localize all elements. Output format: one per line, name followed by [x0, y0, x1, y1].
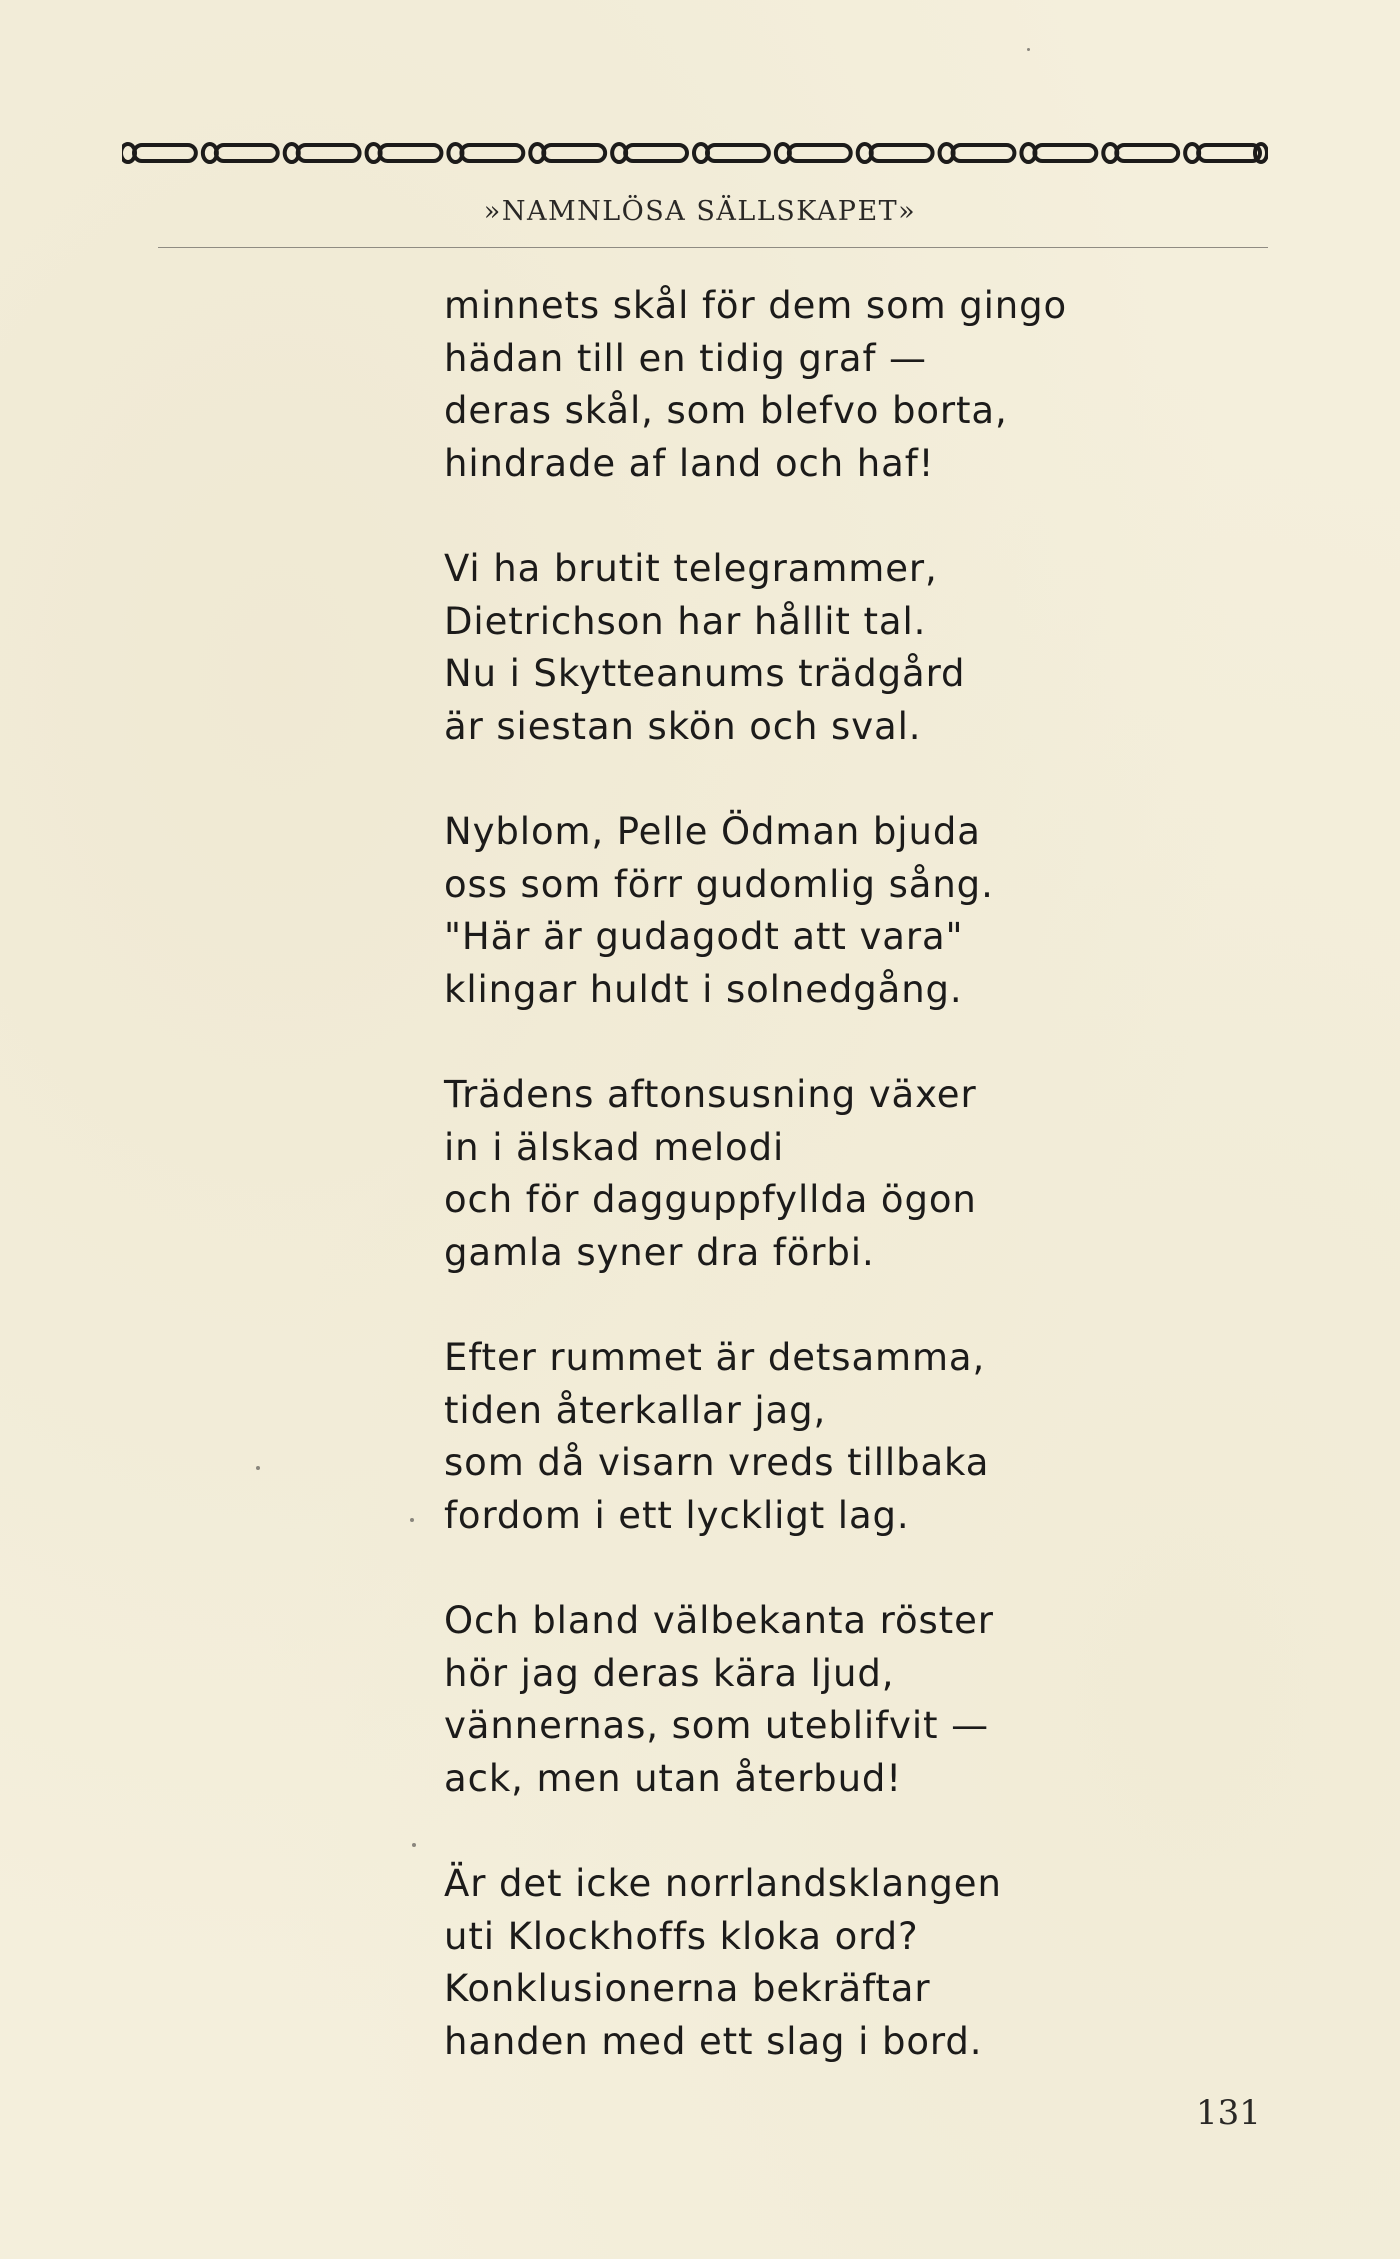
poem-line: hör jag deras kära ljud,: [444, 1651, 895, 1695]
poem-line: Nu i Skytteanums trädgård: [444, 652, 966, 695]
ornamental-border: [122, 137, 1268, 169]
poem-line: Trädens aftonsusning växer: [444, 1073, 977, 1116]
poem-line: Är det icke norrlandsklangen: [444, 1862, 1002, 1905]
chain-link: [625, 145, 687, 161]
chain-link: [216, 145, 278, 161]
poem-line: Vi ha brutit telegrammer,: [444, 547, 938, 590]
paper-speck: [412, 1843, 416, 1847]
page-number: 131: [1196, 2093, 1261, 2133]
poem: [444, 280, 1244, 2121]
stanza: [444, 280, 1244, 490]
poem-line: minnets skål för dem som gingo: [444, 284, 1068, 327]
poem-line: handen med ett slag i bord.: [444, 2019, 983, 2063]
poem-line: uti Klockhoffs kloka ord?: [444, 1914, 919, 1958]
chain-link: [134, 145, 196, 161]
stanza: [444, 1069, 1244, 1279]
poem-line: in i älskad melodi: [444, 1125, 785, 1169]
stanza: [444, 543, 1244, 753]
chain-ring: [122, 144, 135, 162]
stanza: [444, 1595, 1244, 1805]
running-head: »NAMNLÖSA SÄLLSKAPET»: [483, 196, 917, 227]
chain-link: [1116, 145, 1178, 161]
poem-line: Efter rummet är detsamma,: [444, 1336, 986, 1379]
poem-line: klingar huldt i solnedgång.: [444, 967, 963, 1011]
poem-line: Konklusionerna bekräftar: [444, 1967, 931, 2010]
poem-line: hindrade af land och haf!: [444, 441, 935, 485]
poem-line: deras skål, som blefvo borta,: [444, 389, 1008, 432]
poem-line: Dietrichson har hållit tal.: [444, 599, 927, 643]
chain-link: [707, 145, 769, 161]
chain-link: [1198, 145, 1260, 161]
poem-line: som då visarn vreds tillbaka: [444, 1441, 990, 1484]
chain-link: [380, 145, 442, 161]
poem-line: oss som förr gudomlig sång.: [444, 862, 994, 906]
poem-line: ack, men utan återbud!: [444, 1756, 903, 1800]
chain-link: [1034, 145, 1096, 161]
paper-speck: [256, 1466, 260, 1470]
chain-link: [298, 145, 360, 161]
chain-link: [543, 145, 605, 161]
poem-line: fordom i ett lyckligt lag.: [444, 1493, 910, 1537]
chain-link: [871, 145, 933, 161]
poem-line: vännernas, som uteblifvit —: [444, 1704, 989, 1747]
poem-line: Nyblom, Pelle Ödman bjuda: [444, 810, 981, 853]
poem-line: Och bland välbekanta röster: [444, 1599, 994, 1642]
header-rule: [158, 247, 1268, 248]
chain-link: [953, 145, 1015, 161]
chain-link: [461, 145, 523, 161]
poem-line: gamla syner dra förbi.: [444, 1230, 875, 1274]
paper-speck: [410, 1518, 414, 1522]
poem-line: "Här är gudagodt att vara": [444, 915, 964, 958]
paper-speck: [1027, 48, 1030, 51]
stanza: [444, 806, 1244, 1016]
poem-line: och för dagguppfyllda ögon: [444, 1178, 977, 1221]
stanza: [444, 1858, 1244, 2068]
poem-line: hädan till en tidig graf —: [444, 336, 927, 380]
chain-link: [789, 145, 851, 161]
stanza: [444, 1332, 1244, 1542]
poem-line: är siestan skön och sval.: [444, 704, 922, 748]
poem-line: tiden återkallar jag,: [444, 1388, 827, 1432]
